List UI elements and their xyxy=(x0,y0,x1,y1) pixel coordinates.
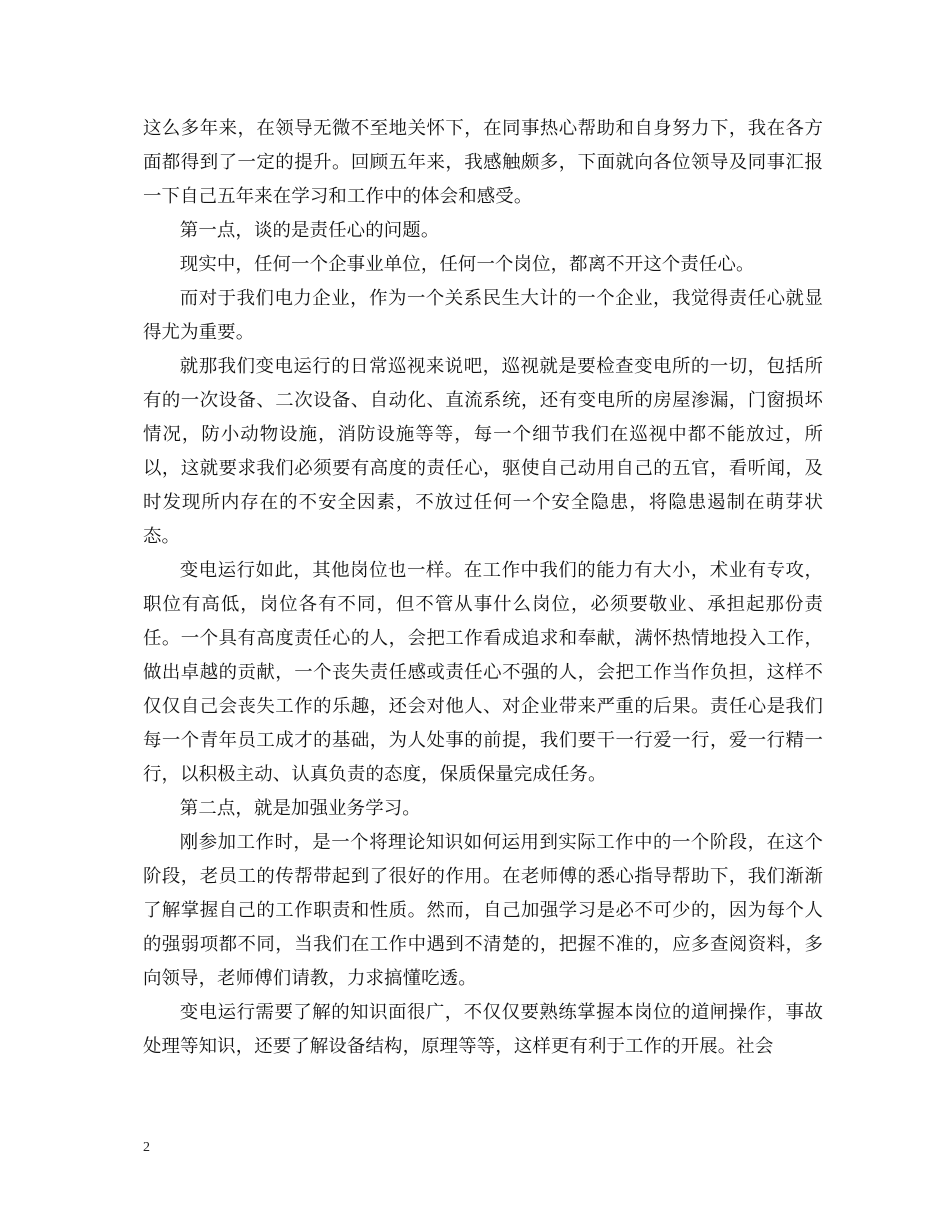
paragraph-4: 而对于我们电力企业，作为一个关系民生大计的一个企业，我觉得责任心就显得尤为重要。 xyxy=(143,288,823,343)
body-text xyxy=(143,112,823,1064)
paragraph-2: 第一点，谈的是责任心的问题。 xyxy=(179,220,440,241)
paragraph-1: 这么多年来，在领导无微不至地关怀下，在同事热心帮助和自身努力下，我在各方面都得到了一定的提升。回顾五年来，我感触颇多，下面就向各位领导及同事汇报一下自己五年来在学习和工作中的体会和感受。 xyxy=(143,118,823,207)
page-number: 2 xyxy=(143,1140,150,1155)
paragraph-7: 第二点，就是加强业务学习。 xyxy=(179,798,421,819)
paragraph-8: 刚参加工作时，是一个将理论知识如何运用到实际工作中的一个阶段，在这个阶段，老员工的传帮带起到了很好的作用。在老师傅的悉心指导帮助下，我们渐渐了解掌握自己的工作职责和性质。然而，自己加强学习是必不可少的，因为每个人的强弱项都不同，当我们在工作中遇到不清楚的，把握不准的，应多查阅资料，多向领导，老师傅们请教，力求搞懂吃透。 xyxy=(143,832,823,989)
paragraph-3: 现实中，任何一个企事业单位，任何一个岗位，都离不开这个责任心。 xyxy=(179,254,755,275)
paragraph-6: 变电运行如此，其他岗位也一样。在工作中我们的能力有大小，术业有专攻，职位有高低，岗位各有不同，但不管从事什么岗位，必须要敬业、承担起那份责任。一个具有高度责任心的人，会把工作看成追求和奉献，满怀热情地投入工作，做出卓越的贡献，一个丧失责任感或责任心不强的人，会把工作当作负担，这样不仅仅自己会丧失工作的乐趣，还会对他人、对企业带来严重的后果。责任心是我们每一个青年员工成才的基础，为人处事的前提，我们要干一行爱一行，爱一行精一行，以积极主动、认真负责的态度，保质保量完成任务。 xyxy=(143,560,823,785)
paragraph-9: 变电运行需要了解的知识面很广，不仅仅要熟练掌握本岗位的道闸操作，事故处理等知识，还要了解设备结构，原理等等，这样更有利于工作的开展。社会 xyxy=(143,1002,823,1057)
paragraph-5: 就那我们变电运行的日常巡视来说吧，巡视就是要检查变电所的一切，包括所有的一次设备、二次设备、自动化、直流系统，还有变电所的房屋渗漏，门窗损坏情况，防小动物设施，消防设施等等，每一个细节我们在巡视中都不能放过，所以，这就要求我们必须要有高度的责任心，驱使自己动用自己的五官，看听闻，及时发现所内存在的不安全因素，不放过任何一个安全隐患，将隐患遏制在萌芽状态。 xyxy=(143,356,823,547)
